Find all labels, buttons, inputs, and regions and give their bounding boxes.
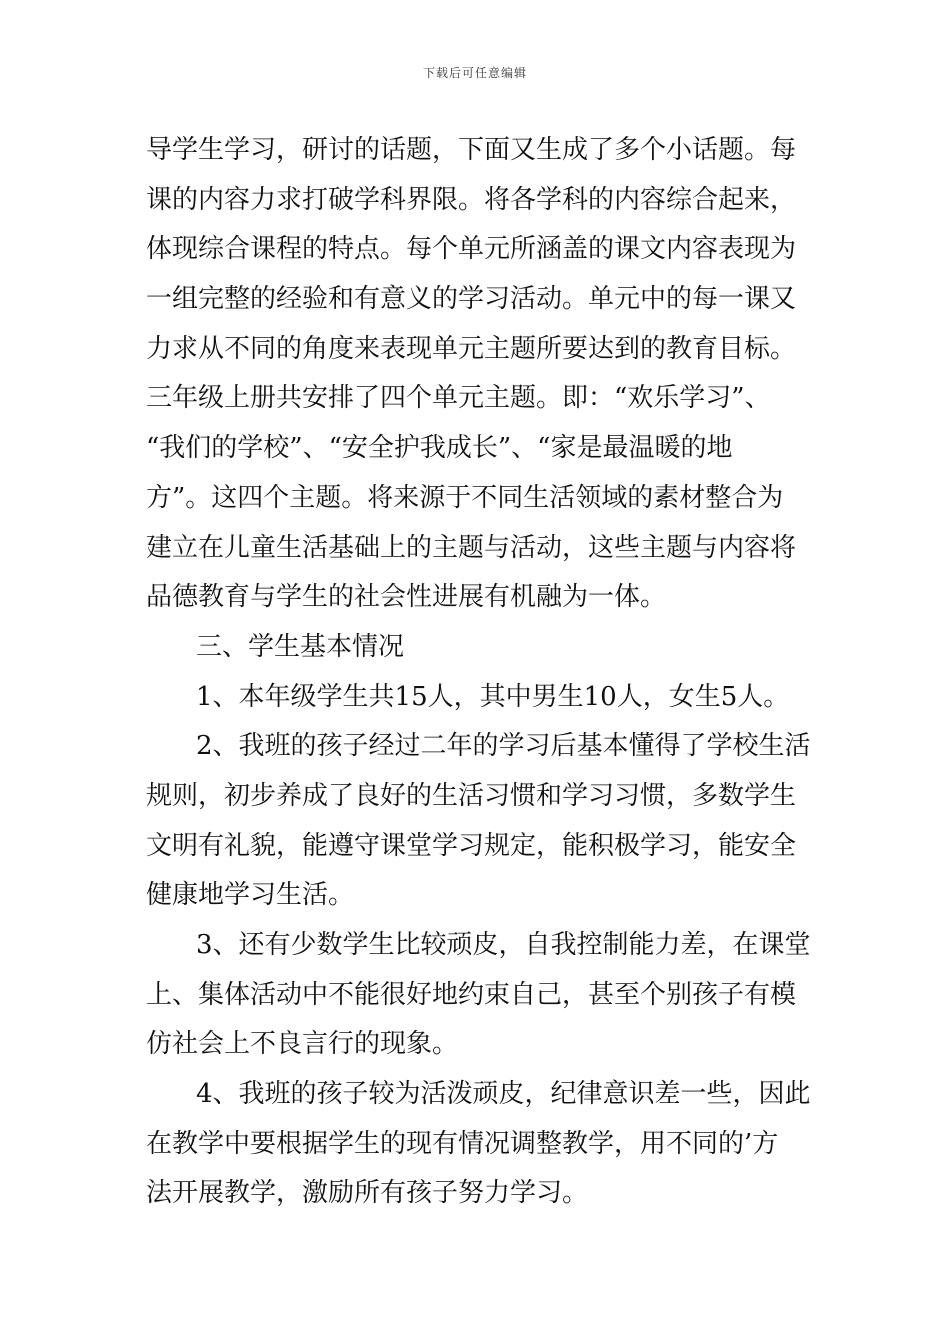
text-line: 建立在儿童生活基础上的主题与活动，这些主题与内容将	[146, 532, 797, 563]
text-line: 品德教育与学生的社会性进展有机融为一体。	[146, 582, 667, 613]
text-line: 导学生学习，研讨的话题，下面又生成了多个小话题。每	[146, 135, 797, 165]
text-line: 三年级上册共安排了四个单元主题。即：“欢乐学习”、	[146, 383, 771, 414]
text-line: 文明有礼貌，能遵守课堂学习规定，能积极学习，能安全	[146, 830, 797, 861]
text-line: 力求从不同的角度来表现单元主题所要达到的教育目标。	[146, 333, 797, 364]
text-line: 一组完整的经验和有意义的学习活动。单元中的每一课又	[146, 284, 797, 315]
text-line: 体现综合课程的特点。每个单元所涵盖的课文内容表现为	[146, 234, 797, 265]
text-line: 仿社会上不良言行的现象。	[146, 1029, 459, 1060]
text-line: 健康地学习生活。	[146, 880, 355, 911]
text-line: 法开展教学，激励所有孩子努力学习。	[146, 1178, 589, 1209]
text-line: 2、我班的孩子经过二年的学习后基本懂得了学校生活	[196, 731, 811, 762]
text-line: 规则，初步养成了良好的生活习惯和学习习惯，多数学生	[146, 780, 797, 811]
text-line: 上、集体活动中不能很好地约束自己，甚至个别孩子有模	[146, 979, 797, 1010]
text-line: 3、还有少数学生比较顽皮，自我控制能力差，在课堂	[196, 930, 811, 960]
text-line: 方”。这四个主题。将来源于不同生活领域的素材整合为	[146, 482, 784, 513]
text-line: “我们的学校”、“安全护我成长”、“家是最温暖的地	[146, 433, 733, 464]
page-header: 下载后可任意编辑	[422, 66, 527, 80]
section-heading: 三、学生基本情况	[196, 631, 405, 662]
text-line: 4、我班的孩子较为活泼顽皮，纪律意识差一些，因此	[196, 1079, 811, 1110]
text-line: 1、本年级学生共15人，其中男生10人，女生5人。	[196, 681, 790, 712]
text-line: 课的内容力求打破学科界限。将各学科的内容综合起来，	[146, 184, 797, 215]
text-line: 在教学中要根据学生的现有情况调整教学，用不同的’方	[146, 1128, 779, 1159]
document-body	[146, 126, 812, 1219]
